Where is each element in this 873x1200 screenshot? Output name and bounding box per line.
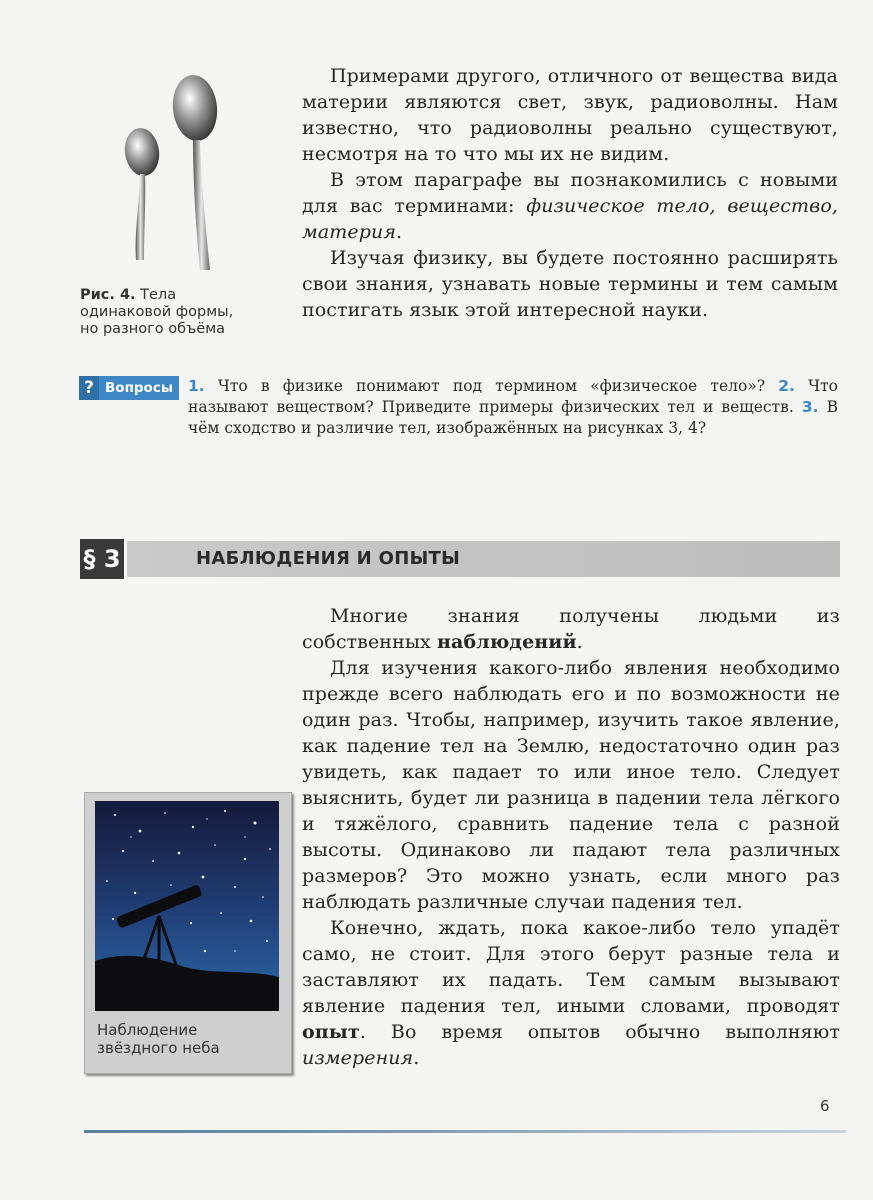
question-3: В чём сходство и различие тел, изображённых на рисунках 3, 4? <box>188 398 838 437</box>
question-number: 1. <box>188 377 205 395</box>
text-span: . Во время опытов обычно выполняют <box>359 1021 840 1043</box>
questions-badge <box>79 376 179 400</box>
main-paragraph-3 <box>302 915 840 1071</box>
page-number: 6 <box>820 1097 830 1115</box>
intro-paragraph-3: Изучая физику, вы будете постоянно расширять свои знания, узнавать новые термины и тем самым постигать язык этой интересной науки. <box>302 247 838 321</box>
question-2: Что называют веществом? Приведите примеры физических тел и веществ. <box>188 377 838 416</box>
text-span: Конечно, ждать, пока какое-либо тело упадёт само, не стоит. Для этого берут разные тела и заставляют их падать. Тем самым вызывают явление падения тел, иными словами, проводят <box>302 917 840 1017</box>
main-paragraph-1 <box>302 603 840 655</box>
term-experiment: опыт <box>302 1021 360 1043</box>
text-span: . <box>576 631 583 653</box>
text-span: Многие знания получены людьми из собственных <box>302 605 840 653</box>
terms-italic: физическое тело, вещество, материя <box>302 195 838 243</box>
section-number: § 3 <box>80 539 124 579</box>
main-text <box>302 603 840 1071</box>
sky-figure-caption <box>97 1021 220 1057</box>
figure-label: Рис. 4. <box>80 287 136 303</box>
questions-label: Вопросы <box>105 380 174 396</box>
term-observations: наблюдений <box>437 631 577 653</box>
text-span: . <box>413 1047 420 1069</box>
figure-4 <box>100 70 240 280</box>
caption-line-2: одинаковой формы, <box>80 304 234 320</box>
intro-paragraph-1: Примерами другого, отличного от вещества вида материи являются свет, звук, радиоволны. Нам известно, что радиоволны реально существуют, несмотря на то что мы их не видим. <box>302 65 838 165</box>
sky-figure-box <box>84 792 292 1074</box>
main-paragraph-2: Для изучения какого-либо явления необходимо прежде всего наблюдать его и по возможности не один раз. Чтобы, например, изучить такое явление, как падение тел на Землю, недостаточно один раз увидеть, как падает то или иное тело. Следует выяснить, будет ли разница в падении тела лёгкого и тяжёлого, сравнить падение тела с разной высоты. Одинаково ли падают тела различных размеров? Это можно узнать, если много раз наблюдать различные случаи падения тел. <box>302 657 840 913</box>
caption-line-1: Тела <box>135 287 177 303</box>
question-1: Что в физике понимают под термином «физическое тело»? <box>204 377 779 395</box>
text-span: В этом параграфе вы познакомились с новыми для вас терминами: <box>302 169 838 217</box>
question-number: 2. <box>778 377 795 395</box>
questions-text <box>188 376 838 439</box>
question-mark-icon: ? <box>79 376 99 400</box>
text-span: . <box>396 221 403 243</box>
sky-caption-line-1: Наблюдение <box>97 1021 198 1039</box>
sky-caption-line-2: звёздного неба <box>97 1039 220 1057</box>
spoons-illustration <box>100 70 240 280</box>
telescope-night-sky-illustration <box>95 801 279 1011</box>
question-number: 3. <box>801 398 819 416</box>
footer-rule <box>84 1130 846 1133</box>
term-measurements: измерения <box>302 1047 414 1069</box>
section-title: НАБЛЮДЕНИЯ И ОПЫТЫ <box>196 548 461 569</box>
intro-text <box>302 63 838 323</box>
caption-line-3: но разного объёма <box>80 321 226 337</box>
intro-paragraph-2 <box>302 167 838 245</box>
figure-4-caption <box>80 287 270 338</box>
